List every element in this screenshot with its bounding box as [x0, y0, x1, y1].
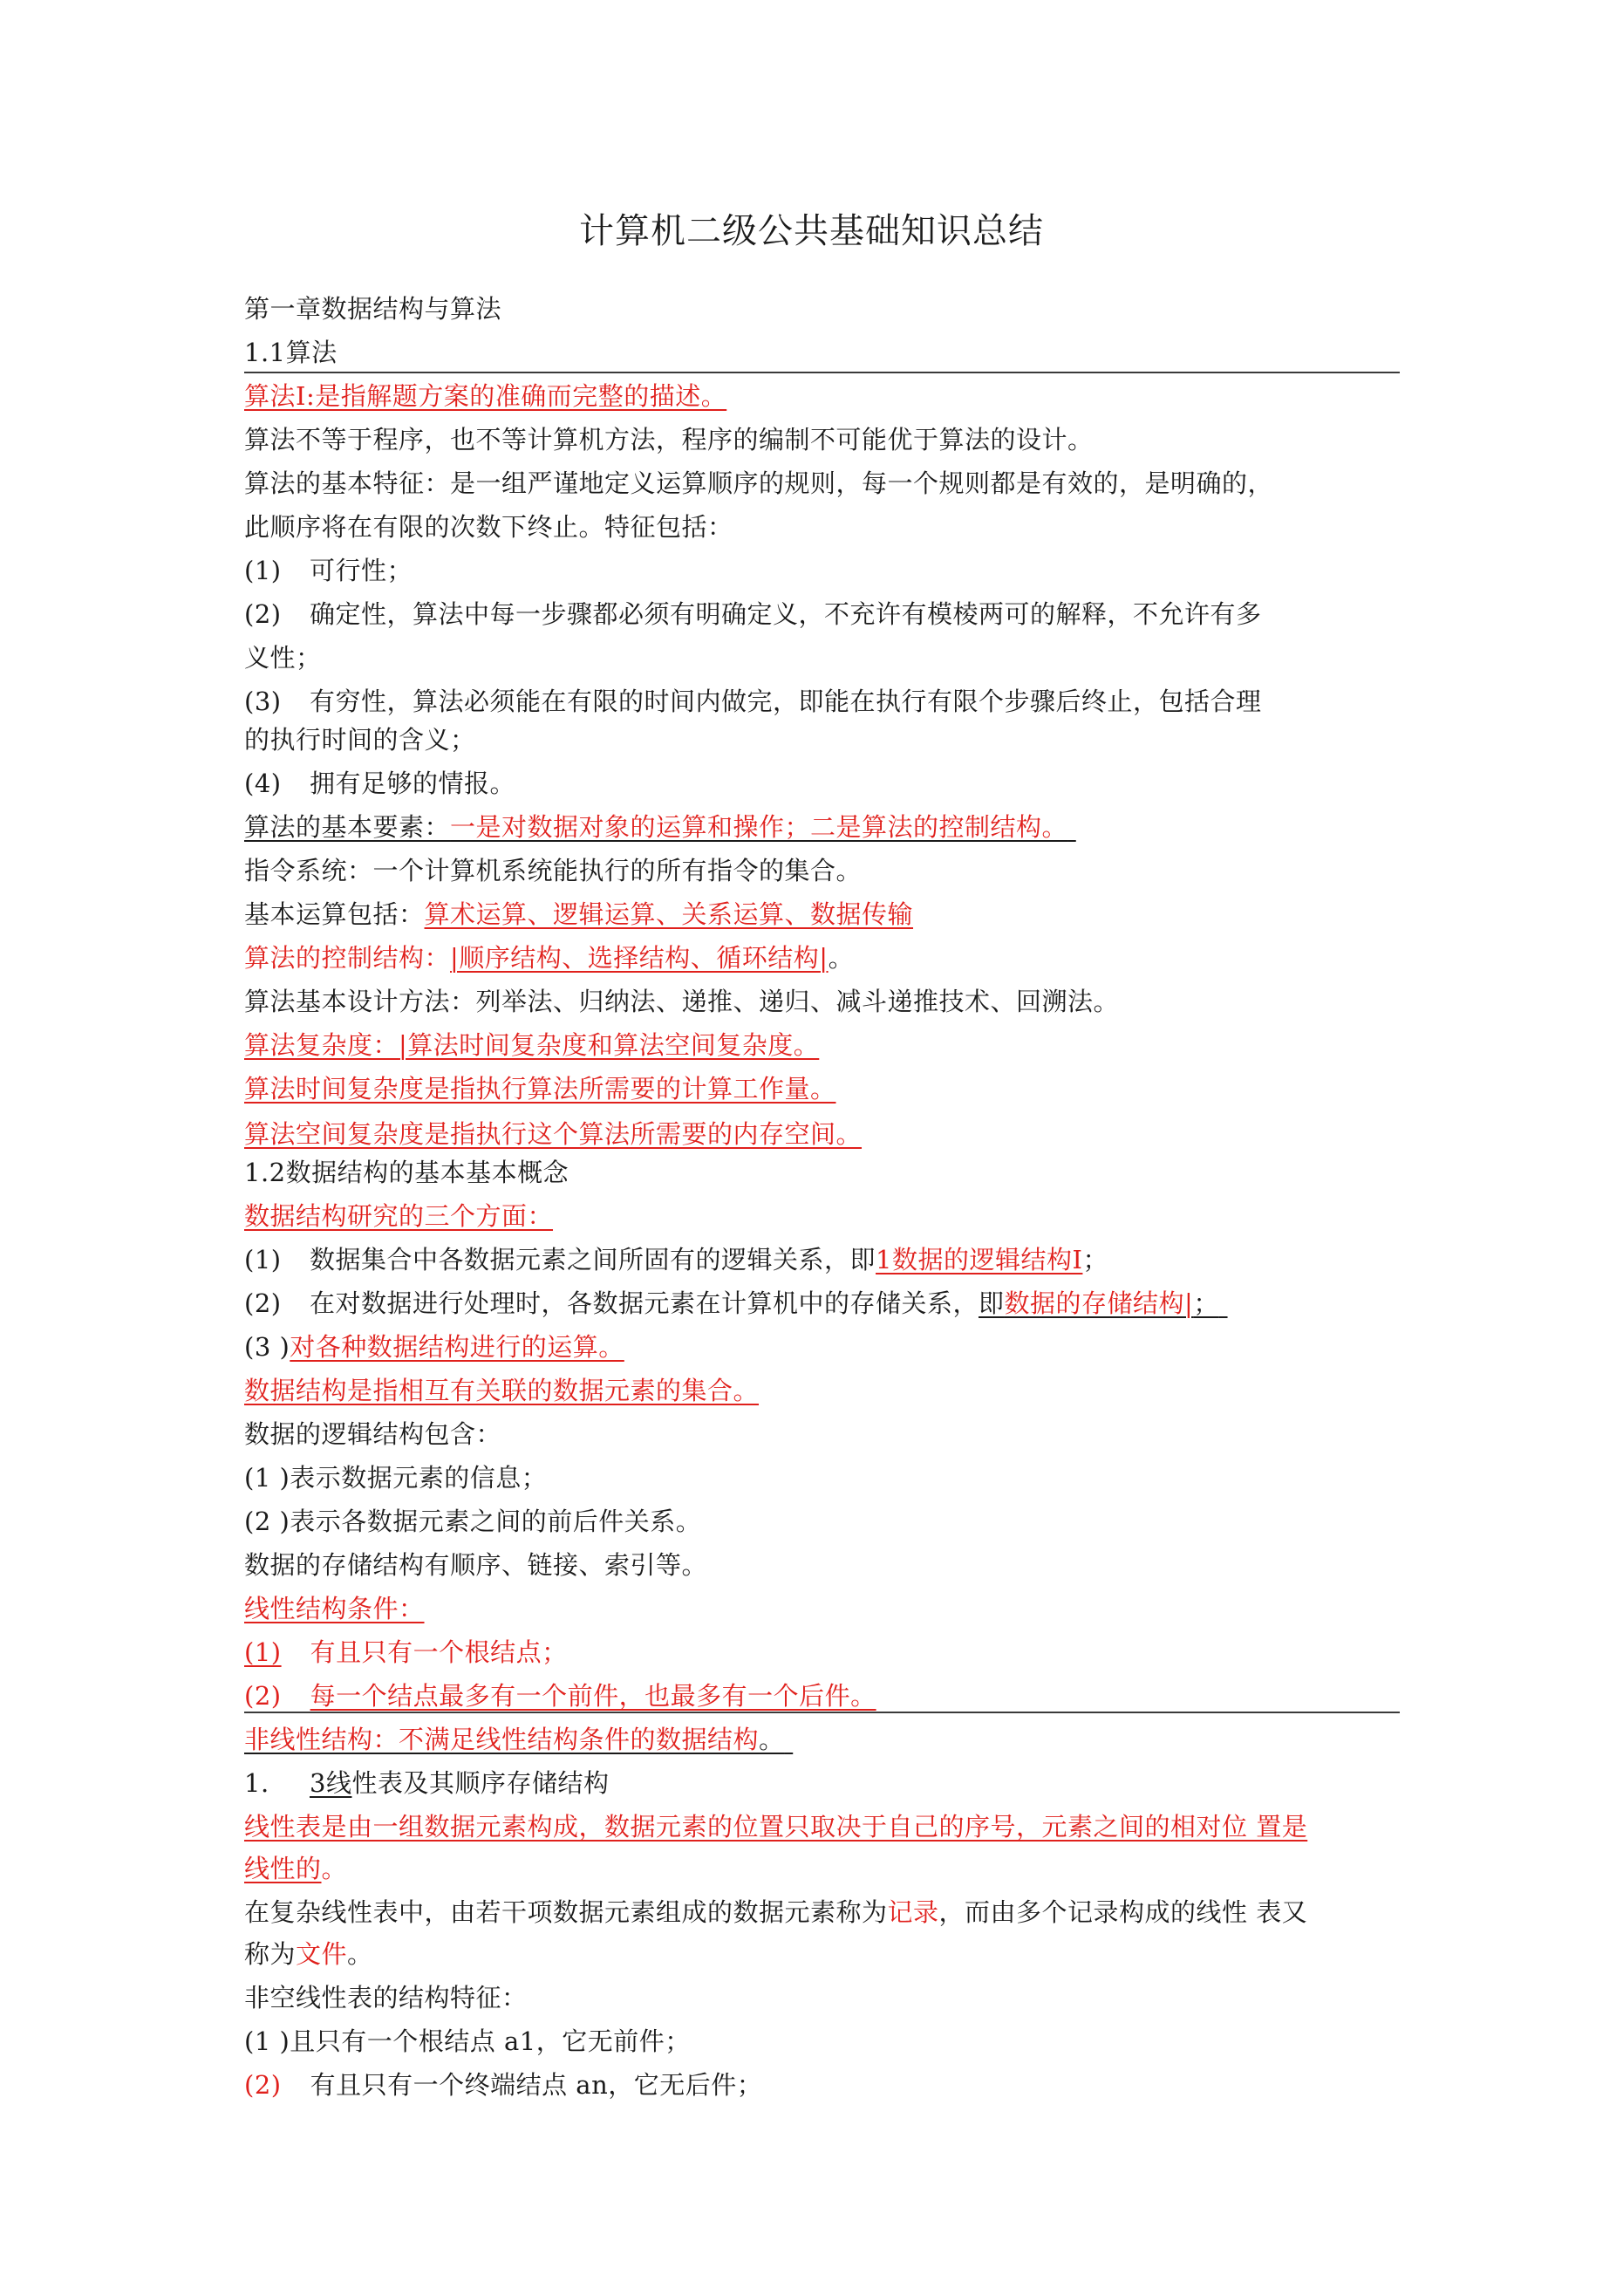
line-ds-definition [244, 1375, 759, 1406]
value: 线性的 [244, 1854, 322, 1883]
divider [244, 372, 1400, 373]
line-complex-1 [244, 1896, 1307, 1928]
line-features-intro-2: 此顺序将在有限的次数下终止。特征包括： [244, 512, 733, 542]
label: 算法的控制结构： [244, 943, 451, 973]
feature-item-4 [244, 768, 515, 799]
value: 对各种数据结构进行的运算。 [290, 1332, 624, 1362]
value: 线性表是由一组数据元素构成，数据元素的位置只取决于自己的序号，元素之间的相对位 置是 [244, 1812, 1308, 1842]
line-linear-conditions [244, 1593, 425, 1624]
value: 线性结构条件： [244, 1594, 425, 1623]
value: 数据结构是指相互有关联的数据元素的集合。 [244, 1376, 760, 1405]
line-time-complexity [244, 1073, 836, 1104]
label: 基本运算包括： [244, 899, 425, 929]
punct: ； [1082, 1245, 1108, 1274]
label: 算法复杂度： [244, 1030, 399, 1060]
line-space-complexity [244, 1118, 862, 1150]
value: 数据结构研究的三个方面： [244, 1201, 554, 1231]
nonempty-item-1: (1 )且只有一个根结点 a1，它无前件； [244, 2026, 691, 2056]
punct: 。 [828, 943, 855, 973]
punct: ； [1193, 1288, 1219, 1318]
item-text: 在对数据进行处理时，各数据元素在计算机中的存储关系， [310, 1288, 979, 1318]
highlight: 记录 [887, 1897, 939, 1927]
value: 1数据的逻辑结构I [876, 1245, 1083, 1274]
section-heading-1-1: 1.1算法 [244, 338, 338, 367]
value: |算法时间复杂度和算法空间复杂度。 [399, 1030, 820, 1060]
line-features-intro-1: 算法的基本特征：是一组严谨地定义运算顺序的规则，每一个规则都是有效的，是明确的， [244, 468, 1274, 498]
item-text: 有且只有一个根结点； [310, 1637, 568, 1667]
line-complexity [244, 1029, 819, 1061]
logic-item-1: (1 )表示数据元素的信息； [244, 1463, 548, 1493]
aspect-item-1 [244, 1244, 1108, 1275]
value: 数据的存储结构| [1004, 1288, 1194, 1318]
item-number: (4) [244, 769, 282, 798]
line-algo-elements [244, 811, 1076, 843]
line-nonlinear [244, 1724, 793, 1755]
item-number: (3 ) [244, 1332, 290, 1362]
linear-cond-item-2 [244, 1680, 876, 1712]
item-text: 每一个结点最多有一个前件，也最多有一个后件。 [310, 1681, 876, 1711]
value: 非线性结构：不满足线性结构条件的数据结构 [244, 1725, 760, 1754]
item-number: (1) [244, 556, 282, 585]
label: 算法的基本要素： [244, 812, 451, 842]
line-nonempty: 非空线性表的结构特征： [244, 1983, 528, 2012]
value: 算术运算、逻辑运算、关系运算、数据传输 [424, 899, 914, 929]
linear-cond-item-1 [244, 1637, 568, 1668]
text: 称为 [244, 1939, 297, 1969]
value: 一是对数据对象的运算和操作；二是算法的控制结构。 [450, 812, 1068, 842]
text: ，而由多个记录构成的线性 表又 [938, 1897, 1308, 1927]
item-number: (2) [244, 2070, 282, 2100]
item-number: (1) [244, 1245, 282, 1274]
value: |顺序结构、选择结构、循环结构| [450, 943, 829, 973]
item-text: 有穷性，算法必须能在有限的时间内做完，即能在执行有限个步骤后终止，包括合理 [310, 687, 1262, 716]
value: 算法空间复杂度是指执行这个算法所需要的内存空间。 [244, 1119, 863, 1149]
aspect-item-2 [244, 1288, 1228, 1319]
document-title: 计算机二级公共基础知识总结 [579, 211, 1044, 251]
feature-item-1 [244, 555, 413, 586]
heading-part: 3线 [310, 1768, 352, 1798]
line-algo-not-program: 算法不等于程序，也不等计算机方法，程序的编制不可能优于算法的设计。 [244, 425, 1094, 454]
item-number: (2) [244, 599, 282, 629]
line-linear-def-2 [244, 1853, 347, 1884]
feature-item-3 [244, 686, 1262, 717]
line-three-aspects [244, 1200, 553, 1232]
logic-item-2: (2 )表示各数据元素之间的前后件关系。 [244, 1507, 702, 1536]
item-text: 有且只有一个终端结点 an，它无后件； [310, 2070, 763, 2100]
feature-item-2 [244, 598, 1262, 630]
line-control-structure [244, 942, 854, 974]
item-number: (3) [244, 687, 282, 716]
item-number: (2) [244, 1288, 282, 1318]
line-instruction-system: 指令系统：一个计算机系统能执行的所有指令的集合。 [244, 856, 863, 885]
section-heading-1-3 [244, 1767, 609, 1799]
text: 。 [347, 1939, 373, 1969]
item-text: 拥有足够的情报。 [310, 769, 516, 798]
algo-definition: 算法I:是指解题方案的准确而完整的描述。 [244, 381, 727, 411]
feature-item-2-cont: 义性； [244, 643, 322, 673]
highlight: 文件 [296, 1939, 348, 1969]
line-basic-ops [244, 899, 913, 930]
item-number: 1. [244, 1768, 269, 1798]
text: 在复杂线性表中，由若干项数据元素组成的数据元素称为 [244, 1897, 888, 1927]
chapter-heading: 第一章数据结构与算法 [244, 294, 502, 324]
line-complex-2 [244, 1938, 373, 1970]
item-text: 可行性； [310, 556, 413, 585]
item-text: 确定性，算法中每一步骤都必须有明确定义，不充许有模棱两可的解释，不允许有多 [310, 599, 1262, 629]
item-number: (1) [244, 1637, 282, 1667]
value: 算法时间复杂度是指执行算法所需要的计算工作量。 [244, 1074, 836, 1104]
punct: 。 [321, 1854, 348, 1883]
nonempty-item-2 [244, 2069, 762, 2101]
line-linear-def-1 [244, 1811, 1307, 1842]
line-logic-contains: 数据的逻辑结构包含： [244, 1419, 502, 1449]
divider [244, 1712, 1400, 1713]
item-number: (2) [244, 1681, 282, 1711]
aspect-item-3 [244, 1331, 624, 1363]
punct: 。 [759, 1725, 785, 1754]
line-design-methods: 算法基本设计方法：列举法、归纳法、递推、递归、减斗递推技术、回溯法。 [244, 987, 1120, 1016]
prefix: 即 [979, 1288, 1005, 1318]
line-algo-def [244, 380, 726, 412]
heading-part: 性表及其顺序存储结构 [351, 1768, 610, 1798]
line-storage-types: 数据的存储结构有顺序、链接、索引等。 [244, 1550, 708, 1580]
feature-item-3-cont: 的执行时间的含义； [244, 725, 476, 755]
item-text: 数据集合中各数据元素之间所固有的逻辑关系，即 [310, 1245, 876, 1274]
section-heading-1-2: 1.2数据结构的基本基本概念 [244, 1158, 569, 1187]
